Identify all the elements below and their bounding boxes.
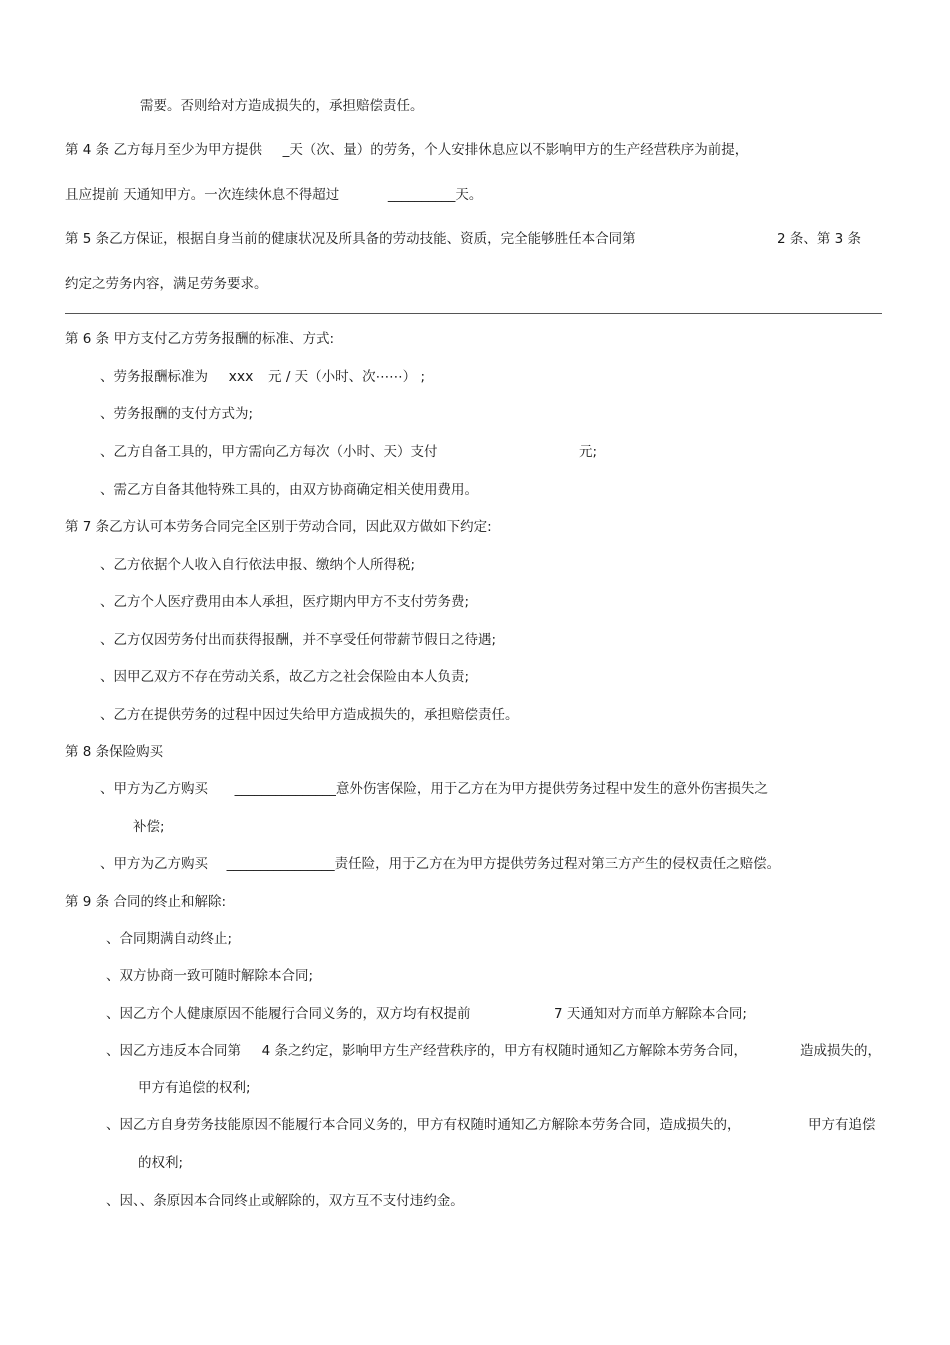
article-9-item-2: 、双方协商一致可随时解除本合同; [106,968,314,984]
article-9-item-4c: 造成损失的， [800,1043,881,1059]
article-8-item-2 [100,855,780,873]
article-6-item-1-unit: 元 / 天（小时、次⋯⋯） ; [268,369,426,385]
article-9-title: 第 9 条 合同的终止和解除: [65,894,227,910]
article-9-item-4-continuation: 甲方有追偿的权利; [138,1080,251,1096]
article-8-item-1-label: 、甲方为乙方购买 [100,781,208,797]
article-7-item-1: 、乙方依据个人收入自行依法申报、缴纳个人所得税; [100,557,416,573]
article-4-text-d: __________天。 [387,187,483,203]
article-6-item-1-label: 、劳务报酬标准为 [100,369,208,385]
article-9-item-3a: 、因乙方个人健康原因不能履行合同义务的，双方均有权提前 [106,1006,471,1022]
article-9-item-4a [106,1042,747,1060]
article-6-item-3b: 元; [579,444,598,460]
article-6-item-4: 、需乙方自备其他特殊工具的，由双方协商确定相关使用费用。 [100,482,478,498]
article-8-title: 第 8 条保险购买 [65,744,164,760]
article-6-title: 第 6 条 甲方支付乙方劳务报酬的标准、方式: [65,331,335,347]
article-9-item-6: 、因、、条原因本合同终止或解除的，双方互不支付违约金。 [106,1193,464,1209]
article-5-line-2: 约定之劳务内容，满足劳务要求。 [65,276,268,292]
article-5-line-1b: 2 条、第 3 条 [777,231,862,247]
article-4-line-2 [65,186,482,204]
article-4-text-c: 且应提前 天通知甲方。一次连续休息不得超过 [65,187,340,203]
article-8-item-1-continuation: 补偿; [133,819,165,835]
article-6-item-1-amount: xxx [228,369,254,385]
article-8-item-2-text: ________________责任险，用于乙方在为甲方提供劳务过程对第三方产生的侵权责任之赔偿。 [226,856,781,872]
article-8-item-2-label: 、甲方为乙方购买 [100,856,208,872]
article-7-item-2: 、乙方个人医疗费用由本人承担，医疗期内甲方不支付劳务费; [100,594,470,610]
article-7-item-4: 、因甲乙双方不存在劳动关系，故乙方之社会保险由本人负责; [100,669,470,685]
article-9-item-1: 、合同期满自动终止; [106,931,233,947]
article-7-item-5: 、乙方在提供劳务的过程中因过失给甲方造成损失的，承担赔偿责任。 [100,707,519,723]
horizontal-divider [65,313,882,314]
article-8-item-1-text: _______________意外伤害保险，用于乙方在为甲方提供劳务过程中发生的意外伤害损失之 [234,781,768,797]
article-4-text-b: _天（次、量）的劳务，个人安排休息应以不影响甲方的生产经营秩序为前提， [282,142,749,158]
article-4-line-1 [65,141,748,159]
article-7-item-3: 、乙方仅因劳务付出而获得报酬，并不享受任何带薪节假日之待遇; [100,632,497,648]
article-9-item-5b: 甲方有追偿 [808,1117,876,1133]
article-9-item-3b: 7 天通知对方而单方解除本合同; [554,1006,747,1022]
article-6-item-1 [100,368,425,386]
article-4-text-a: 第 4 条 乙方每月至少为甲方提供 [65,142,262,158]
article-6-item-2: 、劳务报酬的支付方式为; [100,406,254,422]
article-7-title: 第 7 条乙方认可本劳务合同完全区别于劳动合同，因此双方做如下约定: [65,519,492,535]
article-9-item-5a: 、因乙方自身劳务技能原因不能履行本合同义务的，甲方有权随时通知乙方解除本劳务合同，造成损失的， [106,1117,741,1133]
article-6-item-3a: 、乙方自备工具的，甲方需向乙方每次（小时、天）支付 [100,444,438,460]
article-8-item-1 [100,780,768,798]
paragraph-continuation: 需要。否则给对方造成损失的，承担赔偿责任。 [140,98,424,114]
article-9-item-5-continuation: 的权利; [138,1155,184,1171]
article-5-line-1a: 第 5 条乙方保证，根据自身当前的健康状况及所具备的劳动技能、资质，完全能够胜任本合同第 [65,231,636,247]
article-9-item-4-label: 、因乙方违反本合同第 [106,1043,241,1059]
article-9-item-4-text: 4 条之约定，影响甲方生产经营秩序的，甲方有权随时通知乙方解除本劳务合同， [261,1043,747,1059]
